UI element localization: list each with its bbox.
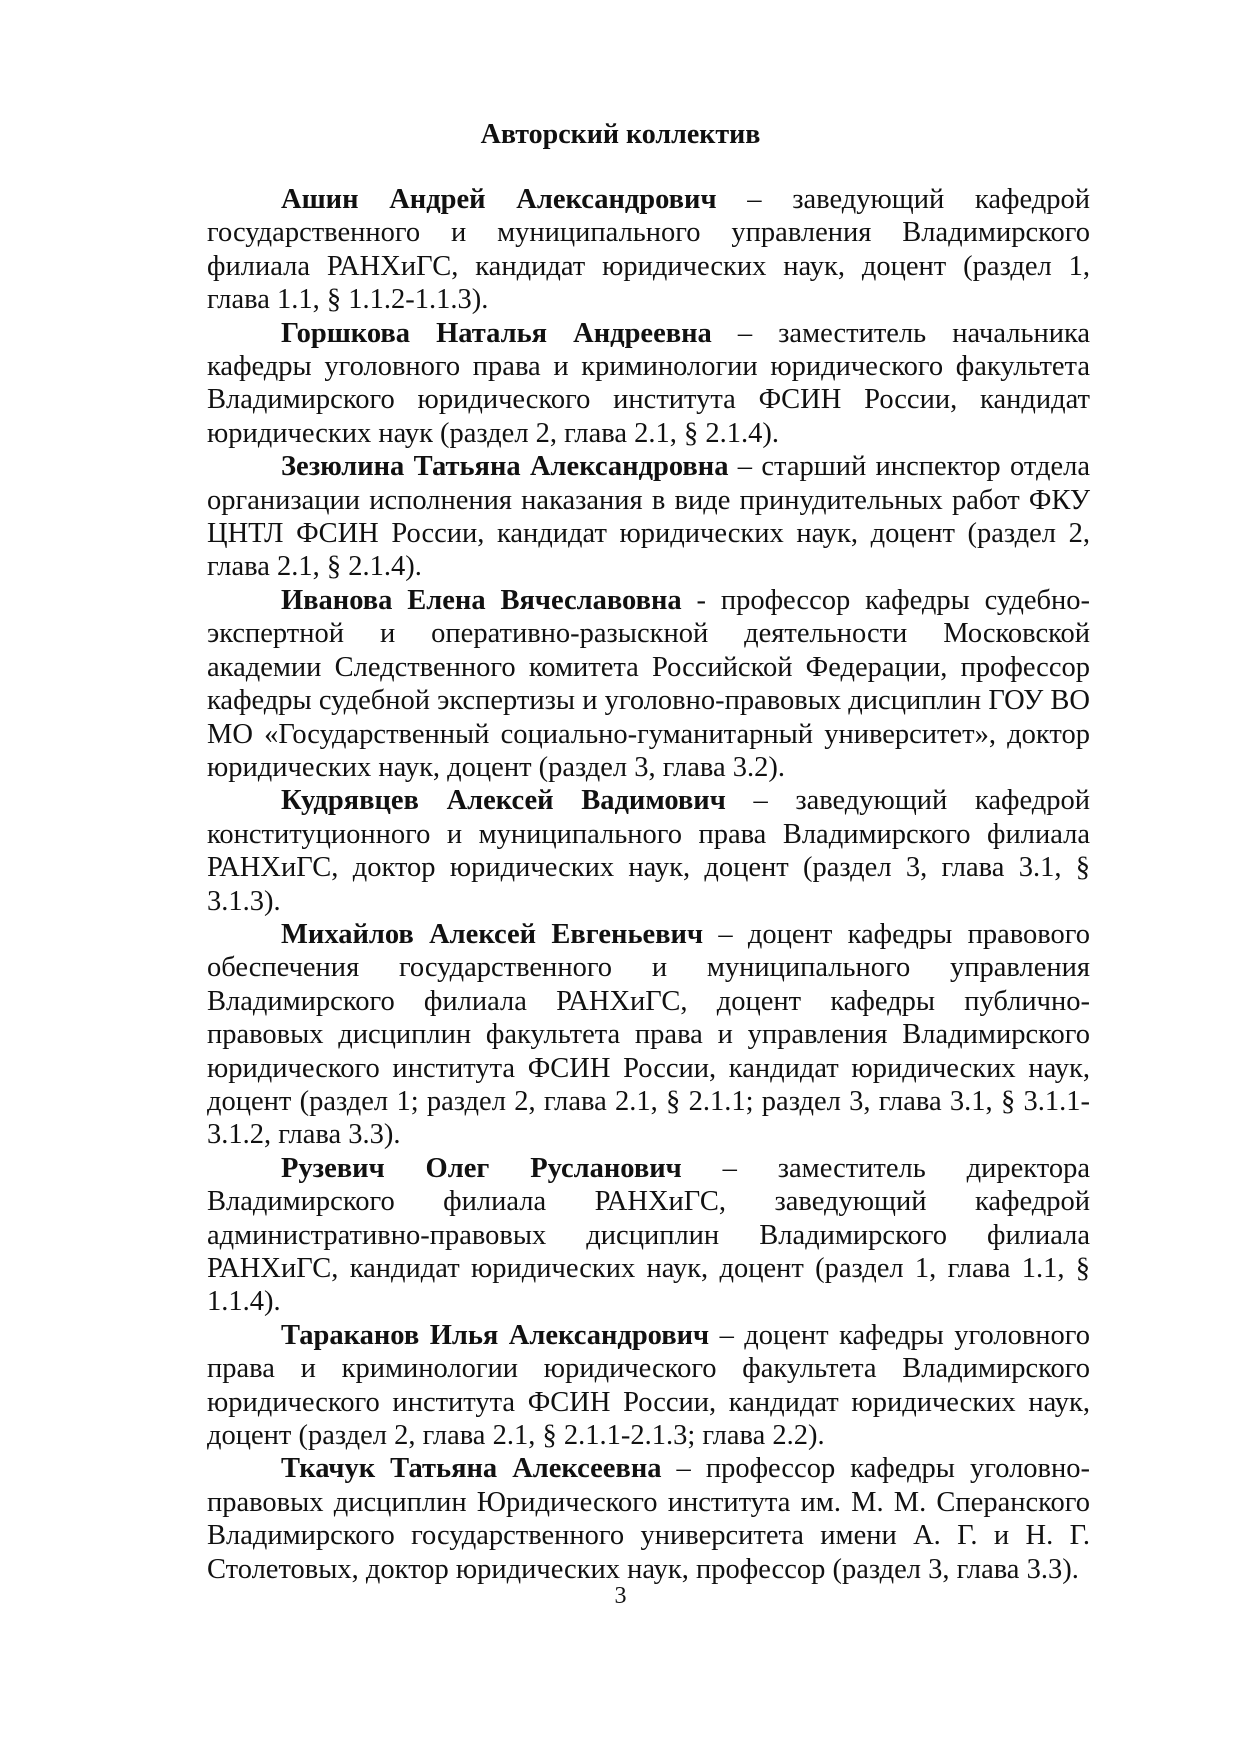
author-name: Ткачук Татьяна Алексеевна <box>281 1453 662 1485</box>
author-description: – доцент кафедры правового обеспечения государственного и муниципального управления Владимирского филиала РАНХиГС, доцент кафедры публично-правовых дисциплин факультета права и управления Владимирского юридического института ФСИН России, кандидат юридических наук, доцент (раздел 1; раздел 2, глава 2.1, § 2.1.1; раздел 3, глава 3.1, § 3.1.1-3.1.2, глава 3.3). <box>207 918 1090 1151</box>
author-description: - профессор кафедры судебно-экспертной и оперативно-разыскной деятельности Московской академии Следственного комитета Российской Федерации, профессор кафедры судебной экспертизы и уголовно-правовых дисциплин ГОУ ВО МО «Государственный социально-гуманитарный университет», доктор юридических наук, доцент (раздел 3, глава 3.2). <box>207 584 1091 783</box>
author-entry <box>207 784 1090 918</box>
author-description: – заместитель директора Владимирского филиала РАНХиГС, заведующий кафедрой административно-правовых дисциплин Владимирского филиала РАНХиГС, кандидат юридических наук, доцент (раздел 1, глава 1.1, § 1.1.4). <box>207 1152 1090 1318</box>
author-description: – профессор кафедры уголовно-правовых дисциплин Юридического института им. М. М. Сперанского Владимирского государственного университета имени А. Г. и Н. Г. Столетовых, доктор юридических наук, профессор (раздел 3, глава 3.3). <box>207 1453 1090 1585</box>
author-name: Тараканов Илья Александрович <box>281 1319 710 1351</box>
author-entry <box>207 450 1090 584</box>
author-name: Зезюлина Татьяна Александровна <box>281 451 729 483</box>
author-name: Иванова Елена Вячеславовна <box>281 584 682 616</box>
author-name: Горшкова Наталья Андреевна <box>281 317 712 349</box>
author-list <box>207 183 1090 1586</box>
author-description: – доцент кафедры уголовного права и криминологии юридического факультета Владимирского юридического института ФСИН России, кандидат юридических наук, доцент (раздел 2, глава 2.1, § 2.1.1-2.1.3; глава 2.2). <box>207 1319 1091 1452</box>
author-description: – заведующий кафедрой конституционного и муниципального права Владимирского филиала РАНХиГС, доктор юридических наук, доцент (раздел 3, глава 3.1, § 3.1.3). <box>207 785 1090 917</box>
author-entry <box>207 584 1090 784</box>
author-entry <box>207 317 1090 451</box>
author-name: Михайлов Алексей Евгеньевич <box>281 918 704 950</box>
author-description: – старший инспектор отдела организации исполнения наказания в виде принудительных работ ФКУ ЦНТЛ ФСИН России, кандидат юридических наук, доцент (раздел 2, глава 2.1, § 2.1.4). <box>207 451 1090 583</box>
author-entry <box>207 1319 1090 1453</box>
page-title: Авторский коллектив <box>480 119 761 150</box>
author-entry <box>207 918 1090 1152</box>
page-number: 3 <box>614 1583 627 1609</box>
author-entry <box>207 183 1090 317</box>
author-name: Рузевич Олег Русланович <box>281 1152 682 1184</box>
author-entry <box>207 1452 1090 1586</box>
author-name: Кудрявцев Алексей Вадимович <box>281 785 726 817</box>
author-description: – заместитель начальника кафедры уголовного права и криминологии юридического факультета Владимирского юридического института ФСИН России, кандидат юридических наук (раздел 2, глава 2.1, § 2.1.4). <box>207 317 1091 449</box>
author-entry <box>207 1152 1090 1319</box>
author-name: Ашин Андрей Александрович <box>281 184 717 215</box>
author-description: – заведующий кафедрой государственного и муниципального управления Владимирского филиала РАНХиГС, кандидат юридических наук, доцент (раздел 1, глава 1.1, § 1.1.2-1.1.3). <box>207 184 1090 316</box>
